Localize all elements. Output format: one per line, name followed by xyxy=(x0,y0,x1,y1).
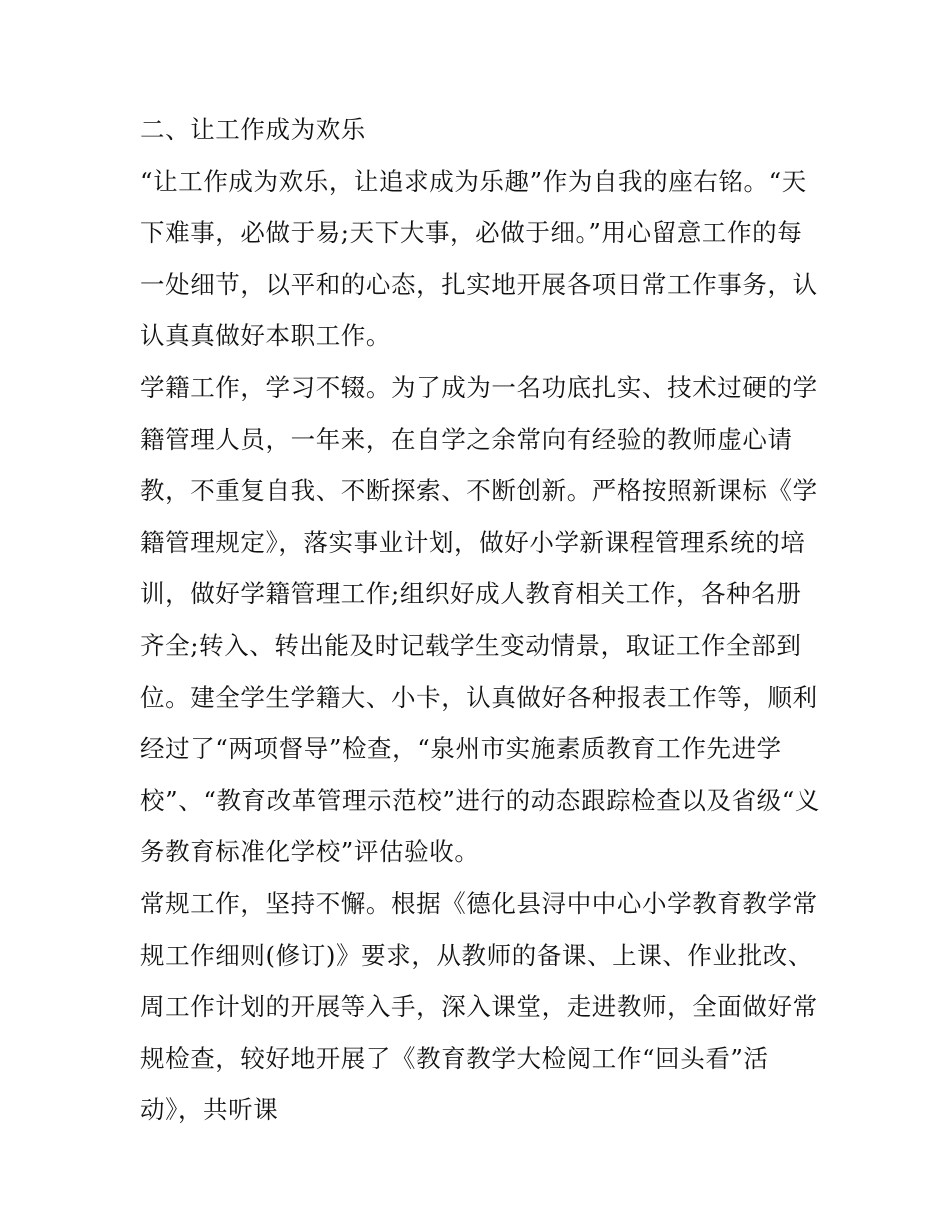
paragraph-line: 籍管理人员，一年来，在自学之余常向有经验的教师虚心请 xyxy=(140,424,793,454)
paragraph-line: 校”、“教育改革管理示范校”进行的动态跟踪检查以及省级“义 xyxy=(140,785,820,815)
paragraph-line: “让工作成为欢乐，让追求成为乐趣”作为自我的座右铭。“天 xyxy=(140,166,807,196)
paragraph-line: 规检查，较好地开展了《教育教学大检阅工作“回头看”活 xyxy=(140,1043,769,1073)
paragraph-line: 训，做好学籍管理工作;组织好成人教育相关工作，各种名册 xyxy=(140,579,802,609)
paragraph-line: 周工作计划的开展等入手，深入课堂，走进教师，全面做好常 xyxy=(140,992,818,1022)
paragraph-line: 认真真做好本职工作。 xyxy=(140,321,391,351)
paragraph-line: 动》，共听课 xyxy=(140,1095,279,1125)
document-body xyxy=(140,110,830,1142)
paragraph-line: 规工作细则(修订)》要求，从教师的备课、上课、作业批改、 xyxy=(140,940,813,970)
paragraph-line: 务教育标准化学校”评估验收。 xyxy=(140,837,480,867)
paragraph-line: 经过了“两项督导”检查，“泉州市实施素质教育工作先进学 xyxy=(140,734,782,764)
paragraph-line: 一处细节，以平和的心态，扎实地开展各项日常工作事务，认 xyxy=(140,269,818,299)
paragraph-line: 齐全;转入、转出能及时记载学生变动情景，取证工作全部到 xyxy=(140,630,802,660)
paragraph-line: 教，不重复自我、不断探索、不断创新。严格按照新课标《学 xyxy=(140,476,818,506)
paragraph-line: 位。建全学生学籍大、小卡，认真做好各种报表工作等，顺利 xyxy=(140,682,818,712)
section-heading: 二、让工作成为欢乐 xyxy=(140,115,366,144)
paragraph-line: 常规工作，坚持不懈。根据《德化县浔中中心小学教育教学常 xyxy=(140,888,818,918)
paragraph-line: 下难事，必做于易;天下大事，必做于细。”用心留意工作的每 xyxy=(140,218,803,248)
paragraph-line: 学籍工作，学习不辍。为了成为一名功底扎实、技术过硬的学 xyxy=(140,372,818,402)
paragraph-line: 籍管理规定》，落实事业计划，做好小学新课程管理系统的培 xyxy=(140,527,806,557)
